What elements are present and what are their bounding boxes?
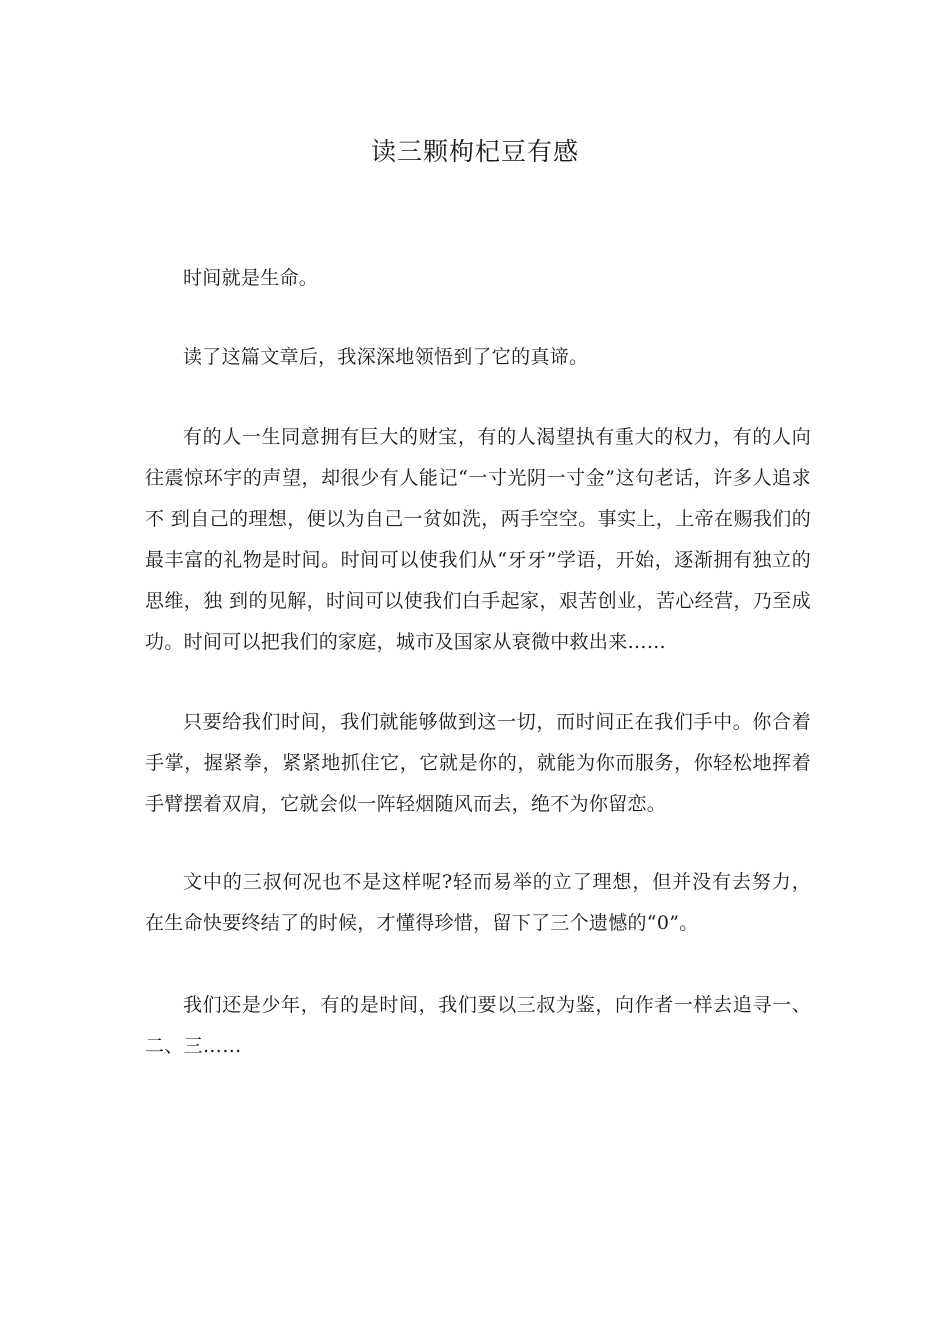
paragraph: 读了这篇文章后，我深深地领悟到了它的真谛。 <box>183 346 589 368</box>
paragraph: 有的人一生同意拥有巨大的财宝，有的人渴望执有重大的权力，有的人向往震惊环宇的声望，却很少有人能记“一寸光阴一寸金”这句老话，许多人追求不 到自己的理想，便以为自己一贫如洗，两手空空。事实上，上帝在赐我们的最丰富的礼物是时间。时间可以使我们从“牙牙”学语，开始，逐渐拥有独立的思维，独 到的见解，时间可以使我们白手起家，艰苦创业，苦心经营，乃至成功。时间可以把我们的家庭，城市及国家从衰微中救出来…… <box>145 426 811 653</box>
document-title: 读三颗枸杞豆有感 <box>370 137 579 166</box>
paragraph: 时间就是生命。 <box>183 267 319 289</box>
paragraph: 只要给我们时间，我们就能够做到这一切，而时间正在我们手中。你合着手掌，握紧拳，紧紧地抓住它，它就是你的，就能为你而服务，你轻松地挥着手臂摆着双肩，它就会似一阵轻烟随风而去，绝不为你留恋。 <box>145 711 811 815</box>
paragraph: 我们还是少年，有的是时间，我们要以三叔为鉴，向作者一样去追寻一、二、三…… <box>145 994 811 1057</box>
paragraph: 文中的三叔何况也不是这样呢?轻而易举的立了理想，但并没有去努力，在生命快要终结了的时候，才懂得珍惜，留下了三个遗憾的“0”。 <box>145 871 811 934</box>
